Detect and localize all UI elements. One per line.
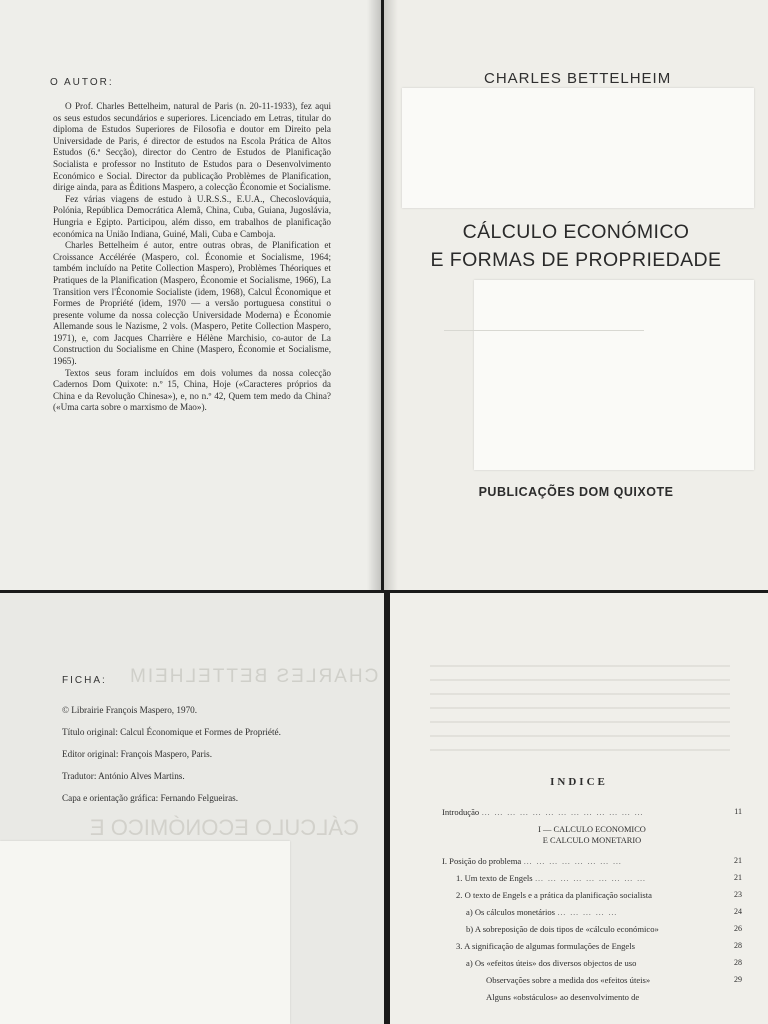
book-author: CHARLES BETTELHEIM [484,70,672,87]
toc-label: 2. O texto de Engels e a prática da planificação socialista [456,890,652,900]
show-through-author: CHARLES BETTELHEIM [128,666,379,687]
autor-paragraph: Charles Bettelheim é autor, entre outras obras, de Planification et Croissance Accélérée (Maspero, col. Économie et Socialisme, 1964; também incluído na Petite Collection Maspero), Problèmes Théoriques et Pratiques de la Planification (Maspero, Économie et Socialisme, 1966), La Transition vers l'Économie Socialiste (idem, 1968), Calcul Économique et Formes de Propriété (idem, 1970 — a versão portuguesa constitui o presente volume da nossa colecção Universidade Moderna) e Économie Allemande sous le Nazisme, 2 vols. (Maspero, Petite Collection Maspero, 1971), e, com Jacques Charrière e Hélène Marchisio, co-autor de La Construction du Socialisme en Chine (Maspero, Économie et Socialisme, 1965). [53,240,331,367]
toc-page: 29 [734,975,742,984]
toc-label: a) Os «efeitos úteis» dos diversos objectos de uso [466,958,637,968]
ficha-line: Editor original: François Maspero, Paris. [62,749,213,759]
toc-section-line: I — CALCULO ECONOMICO [538,825,646,834]
toc-label: I. Posição do problema … … … … … … … … [442,856,623,866]
table-of-contents [442,807,742,1009]
toc-page: 23 [734,890,742,899]
toc-entry [442,941,742,951]
toc-label: b) A sobreposição de dois tipos de «cálculo económico» [466,924,659,934]
toc-page: 28 [734,958,742,967]
autor-paragraph: Textos seus foram incluídos em dois volumes da nossa colecção Cadernos Dom Quixote: n.º 15, China, Hoje («Caracteres próprios da China e da Revolução Chinesa»), e, no n.º 42, Quem tem medo da China? («Uma carta sobre o marxismo de Mao»). [53,367,331,413]
toc-entry [442,856,742,866]
toc-entry [442,907,742,917]
toc-entry [442,992,742,1002]
ficha-details [62,703,362,813]
page-title [384,0,768,590]
toc-entry [442,958,742,968]
toc-label: Observações sobre a medida dos «efeitos úteis» [486,975,651,985]
paper-overlay [0,841,290,1024]
toc-entry [442,975,742,985]
toc-label-text: a) Os cálculos monetários [466,907,556,917]
book-title [384,218,768,274]
toc-label: Alguns «obstáculos» ao desenvolvimento de [486,992,640,1002]
toc-entry [442,873,742,883]
autor-paragraph: Fez várias viagens de estudo à U.R.S.S., E.U.A., Checoslováquia, Polónia, República Democrática Alemã, China, Cuba, Guiana, Jugoslávia, Hungria e Egipto. Participou, além disso, em trabalhos de planificação económica na União Indiana, Guiné, Mali, Cuba e Camboja. [53,193,331,239]
toc-entry [442,924,742,934]
ficha-line: Título original: Calcul Économique et Formes de Propriété. [62,727,281,737]
book-title-line: E FORMAS DE PROPRIEDADE [430,249,722,271]
toc-entry [442,890,742,900]
toc-label-text: 1. Um texto de Engels [456,873,533,883]
ficha-line: Capa e orientação gráfica: Fernando Felgueiras. [62,793,239,803]
show-through-title: CÁLCULO ECONÓMICO E [90,815,359,840]
show-through-rule [444,330,644,371]
toc-label: Introdução … … … … … … … … … … … … … [442,807,644,817]
toc-label: 1. Um texto de Engels … … … … … … … … … [456,873,647,883]
toc-label: 3. A significação de algumas formulações de Engels [456,941,635,951]
paper-overlay [402,88,754,208]
page-ficha [0,593,384,1024]
page-author-bio [0,0,381,590]
autor-body [53,101,331,414]
book-title-line: CÁLCULO ECONÓMICO [462,221,690,243]
publisher-name: PUBLICAÇÕES DOM QUIXOTE [478,485,674,499]
autor-heading: O AUTOR: [50,77,114,88]
ficha-heading: FICHA: [62,675,107,686]
gutter-shadow [384,0,398,590]
toc-entry [442,807,742,817]
autor-paragraph: O Prof. Charles Bettelheim, natural de Paris (n. 20-11-1933), fez aqui os seus estudos secundários e superiores. Licenciado em Letras, titular do diploma de Estudos Superiores de Filosofia e doutor em Direito pela Universidade de Paris, é director de estudos na Escola Prática de Altos Estudos (6.ª Secção), director do Centro de Estudos de Planificação Socialista e professor no Instituto de Estudos para o Desenvolvimento Económico e Social. Director da publicação Problèmes de Planification, dirige ainda, para as Éditions Maspero, a colecção Économie et Socialisme. [53,101,331,193]
toc-section-heading [442,824,742,846]
toc-page: 11 [734,807,742,816]
show-through-text [430,653,730,763]
toc-page: 24 [734,907,742,916]
toc-page: 21 [734,873,742,882]
ficha-line: Tradutor: António Alves Martins. [62,771,185,781]
toc-page: 28 [734,941,742,950]
indice-title: INDICE [550,776,608,788]
toc-page: 26 [734,924,742,933]
toc-label-text: I. Posição do problema [442,856,522,866]
toc-label-text: Introdução [442,807,480,817]
toc-section-line: E CALCULO MONETARIO [542,836,642,845]
page-indice [390,593,768,1024]
toc-page: 21 [734,856,742,865]
toc-label: a) Os cálculos monetários … … … … … [466,907,618,917]
gutter-shadow [367,0,381,590]
ficha-line: © Librairie François Maspero, 1970. [62,705,198,715]
paper-overlay [474,280,754,470]
